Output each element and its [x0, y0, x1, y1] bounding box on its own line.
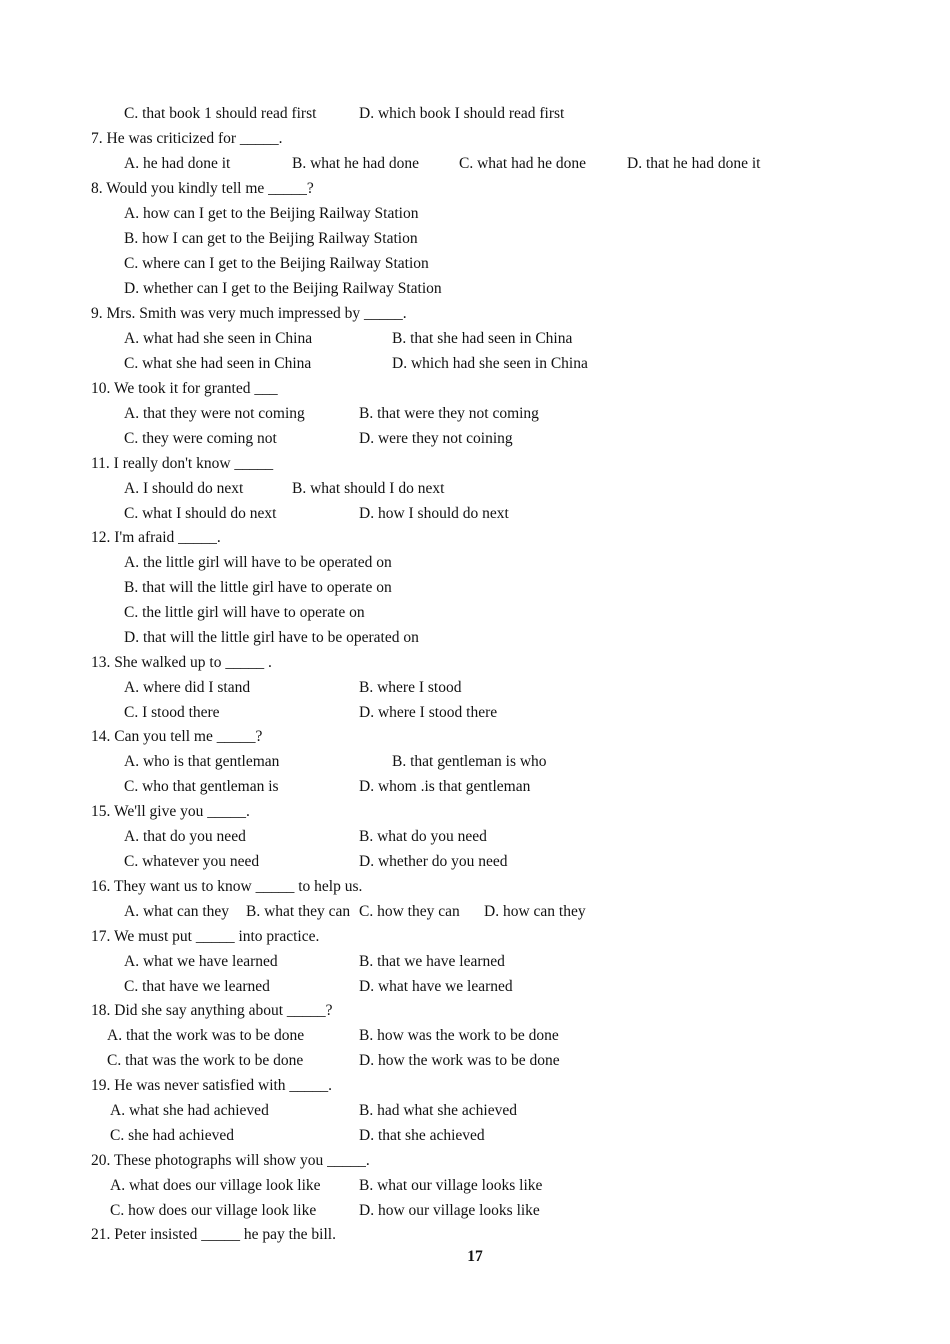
question-13: 13. She walked up to _____ . [91, 654, 272, 671]
question-11: 11. I really don't know _____ [91, 455, 274, 472]
option-a: A. what she had achieved [110, 1102, 269, 1119]
option-c: C. who that gentleman is [124, 778, 279, 795]
option-c: C. I stood there [124, 704, 220, 721]
option-d: D. how our village looks like [359, 1202, 540, 1219]
option-c: C. the little girl will have to operate on [124, 604, 365, 621]
option-a: A. who is that gentleman [124, 753, 280, 770]
option-a: A. what can they [124, 903, 230, 920]
option-c: C. she had achieved [110, 1127, 234, 1144]
page-number: 17 [467, 1248, 483, 1265]
question-7: 7. He was criticized for _____. [91, 130, 283, 147]
option-a: A. what does our village look like [110, 1177, 321, 1194]
option-c: C. how they can [359, 903, 460, 920]
option-c: C. that was the work to be done [107, 1052, 304, 1069]
option-a: A. the little girl will have to be operated on [124, 554, 392, 571]
option-a: A. that they were not coming [124, 405, 305, 422]
option-b: B. what they can [246, 903, 351, 920]
question-19: 19. He was never satisfied with _____. [91, 1077, 333, 1094]
option-d: D. that he had done it [627, 155, 761, 172]
option-c: C. what had he done [459, 155, 586, 172]
question-18: 18. Did she say anything about _____? [91, 1002, 333, 1019]
option-b: B. how I can get to the Beijing Railway Station [124, 230, 418, 247]
option-a: A. how can I get to the Beijing Railway Station [124, 205, 419, 222]
option-b: B. that we have learned [359, 953, 505, 970]
option-d: D. how the work was to be done [359, 1052, 560, 1069]
option-b: B. what do you need [359, 828, 487, 845]
option-d: D. how I should do next [359, 505, 509, 522]
option-d: D. were they not coining [359, 430, 513, 447]
option-b: B. that gentleman is who [392, 753, 547, 770]
question-9: 9. Mrs. Smith was very much impressed by _____. [91, 305, 407, 322]
option-d: D. that she achieved [359, 1127, 485, 1144]
option-b: B. that were they not coming [359, 405, 539, 422]
option-a: A. where did I stand [124, 679, 251, 696]
option-a: A. what had she seen in China [124, 330, 313, 347]
question-16: 16. They want us to know _____ to help us. [91, 878, 363, 895]
option-d: D. whom .is that gentleman [359, 778, 531, 795]
option-a: A. that do you need [124, 828, 246, 845]
option-c: C. how does our village look like [110, 1202, 317, 1219]
option-a: A. I should do next [124, 480, 244, 497]
option-c: C. where can I get to the Beijing Railway Station [124, 255, 429, 272]
option-b: B. what should I do next [292, 480, 445, 497]
option-d: D. which had she seen in China [392, 355, 588, 372]
option-b: B. what our village looks like [359, 1177, 543, 1194]
question-12: 12. I'm afraid _____. [91, 529, 221, 546]
option-b: B. had what she achieved [359, 1102, 517, 1119]
question-14: 14. Can you tell me _____? [91, 728, 263, 745]
option-c: C. that have we learned [124, 978, 270, 995]
option-d: D. that will the little girl have to be operated on [124, 629, 419, 646]
option-c: C. they were coming not [124, 430, 277, 447]
option-d: D. what have we learned [359, 978, 513, 995]
option-a: A. that the work was to be done [107, 1027, 305, 1044]
option-d: D. where I stood there [359, 704, 498, 721]
option-b: B. that will the little girl have to operate on [124, 579, 392, 596]
option-a: A. what we have learned [124, 953, 278, 970]
option-d: D. whether do you need [359, 853, 508, 870]
question-8: 8. Would you kindly tell me _____? [91, 180, 314, 197]
question-21: 21. Peter insisted _____ he pay the bill. [91, 1226, 336, 1243]
question-17: 17. We must put _____ into practice. [91, 928, 320, 945]
option-b: B. what he had done [292, 155, 419, 172]
option-d: D. whether can I get to the Beijing Railway Station [124, 280, 442, 297]
option-d: D. how can they [484, 903, 586, 920]
option-b: B. how was the work to be done [359, 1027, 559, 1044]
question-20: 20. These photographs will show you _____. [91, 1152, 370, 1169]
question-15: 15. We'll give you _____. [91, 803, 250, 820]
option-c: C. what I should do next [124, 505, 277, 522]
option-b: B. that she had seen in China [392, 330, 573, 347]
option-c: C. whatever you need [124, 853, 260, 870]
option-d: D. which book I should read first [359, 105, 565, 122]
question-10: 10. We took it for granted ___ [91, 380, 278, 397]
option-a: A. he had done it [124, 155, 231, 172]
option-c: C. what she had seen in China [124, 355, 312, 372]
option-b: B. where I stood [359, 679, 462, 696]
option-c: C. that book 1 should read first [124, 105, 317, 122]
